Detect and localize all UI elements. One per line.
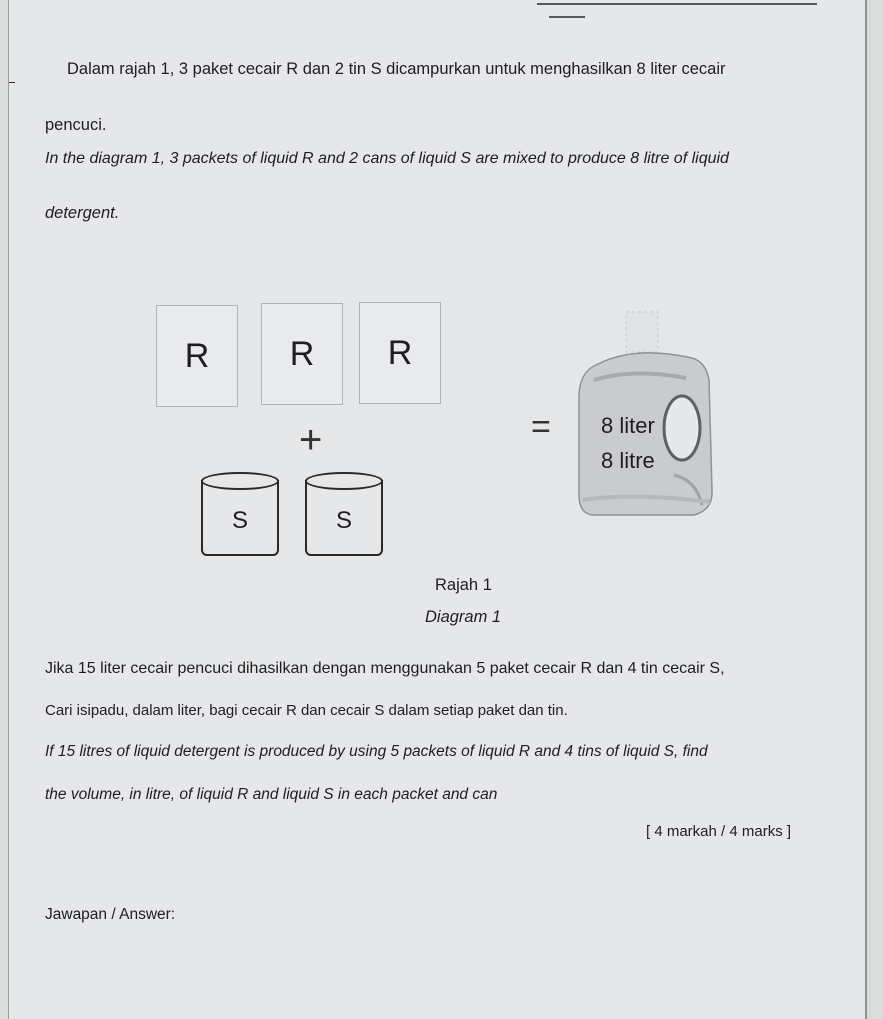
margin-tick [9,82,15,83]
intro-english-line-2: detergent. [45,204,120,222]
can-s-1 [201,480,279,556]
top-border-marks [529,0,829,18]
packet-r-1: R [156,305,238,407]
can-s-1-label: S [231,507,248,534]
bottle-label-malay: 8 liter [601,413,655,438]
packet-r-2: R [261,303,343,405]
intro-malay-line-2: pencuci. [45,116,107,134]
question-english-line-1: If 15 litres of liquid detergent is produced by using 5 packets of liquid R and 4 tins of liquid S, find [45,743,708,760]
question-malay-line-2: Cari isipadu, dalam liter, bagi cecair R dan cecair S dalam setiap paket dan tin. [45,702,568,719]
top-rule-short [549,16,585,18]
can-s-2 [305,480,383,556]
plus-sign: + [299,418,323,462]
intro-english-line-1: In the diagram 1, 3 packets of liquid R and 2 cans of liquid S are mixed to produce 8 litre of liquid [45,150,729,167]
question-english-line-2: the volume, in litre, of liquid R and liquid S in each packet and can [45,786,498,803]
can-s-2-label: S [335,507,352,534]
diagram-caption-malay: Rajah 1 [435,576,492,594]
answer-label: Jawapan / Answer: [45,906,176,923]
bottle-label-english: 8 litre [601,448,655,473]
marks-label: [ 4 markah / 4 marks ] [646,823,792,840]
worksheet-page [8,0,867,1019]
equals-sign: = [531,408,551,446]
intro-malay-line-1: Dalam rajah 1, 3 paket cecair R dan 2 tin S dicampurkan untuk menghasilkan 8 liter cecair [67,60,726,78]
top-rule [537,3,817,5]
diagram-caption-english: Diagram 1 [425,608,502,626]
packet-r-3: R [359,302,441,404]
question-malay-line-1: Jika 15 liter cecair pencuci dihasilkan dengan menggunakan 5 paket cecair R dan 4 tin cecair S, [45,660,725,677]
